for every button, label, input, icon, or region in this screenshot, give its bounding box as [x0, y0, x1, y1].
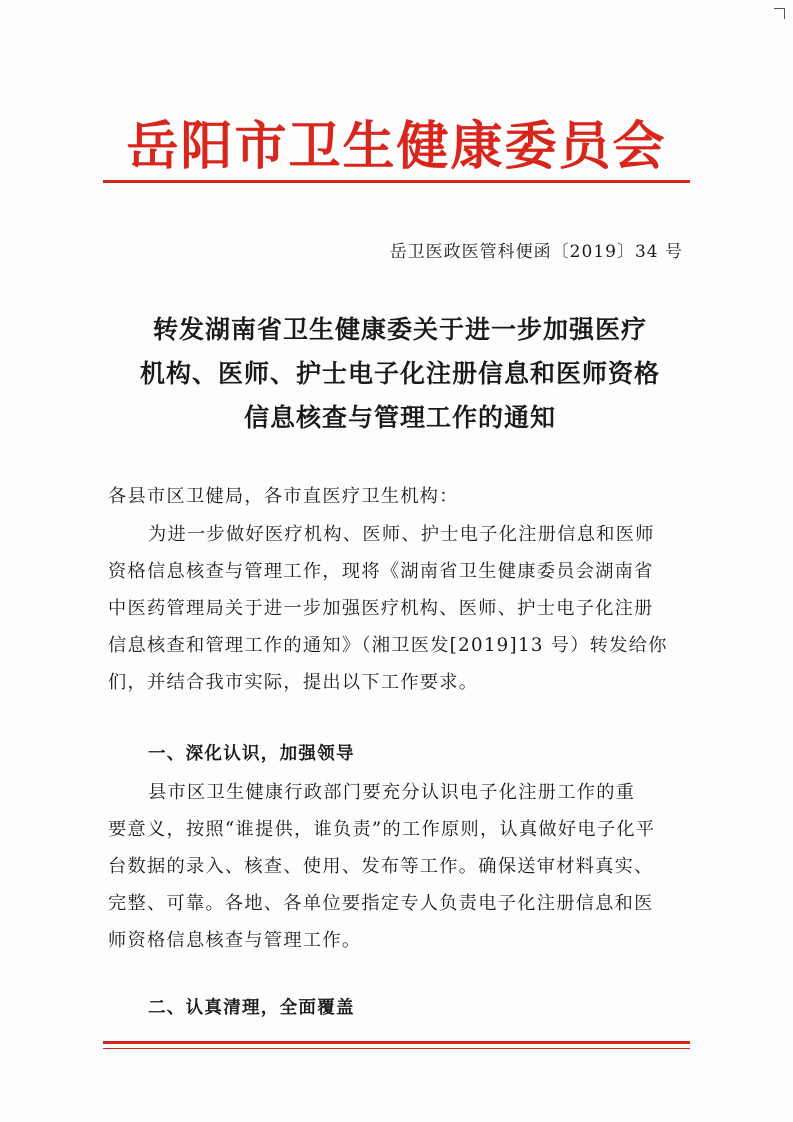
section-heading-2: 二、认真清理，全面覆盖: [148, 998, 355, 1018]
crop-mark: [774, 8, 785, 19]
salutation: 各县市区卫健局，各市直医疗卫生机构：: [108, 486, 459, 507]
paragraph-line: 县市区卫生健康行政部门要充分认识电子化注册工作的重: [148, 782, 636, 803]
paragraph-line: 台数据的录入、核查、使用、发布等工作。确保送审材料真实、: [108, 856, 654, 877]
paragraph-section-1: [108, 774, 690, 959]
section-heading-1: 一、深化认识，加强领导: [148, 744, 355, 764]
paragraph-line: 完整、可靠。各地、各单位要指定专人负责电子化注册信息和医: [108, 893, 654, 914]
paragraph-line: 为进一步做好医疗机构、医师、护士电子化注册信息和医师: [148, 524, 655, 545]
footer-red-rule-thin: [103, 1048, 690, 1049]
document-title: [100, 308, 700, 440]
masthead-red-rule: [103, 180, 690, 183]
title-line: 信息核查与管理工作的通知: [243, 403, 556, 432]
paragraph-line: 们，并结合我市实际，提出以下工作要求。: [108, 672, 479, 693]
title-line: 转发湖南省卫生健康委关于进一步加强医疗: [152, 315, 647, 344]
paragraph-line: 信息核查和管理工作的通知》（湘卫医发[2019]13 号）转发给你: [108, 635, 668, 656]
paragraph-line: 资格信息核查与管理工作，现将《湖南省卫生健康委员会湖南省: [108, 561, 654, 582]
footer-red-rule-thick: [103, 1041, 690, 1044]
paragraph-line: 中医药管理局关于进一步加强医疗机构、医师、护士电子化注册: [108, 598, 654, 619]
paragraph-line: 要意义，按照“谁提供，谁负责”的工作原则，认真做好电子化平: [108, 819, 656, 840]
masthead-title: 岳阳市卫生健康委员会: [126, 116, 667, 177]
paragraph-line: 师资格信息核查与管理工作。: [108, 930, 362, 951]
paragraph-intro: [108, 516, 690, 701]
document-number: 岳卫医政医管科便函〔2019〕34 号: [389, 242, 683, 262]
title-line: 机构、医师、护士电子化注册信息和医师资格: [139, 359, 660, 388]
